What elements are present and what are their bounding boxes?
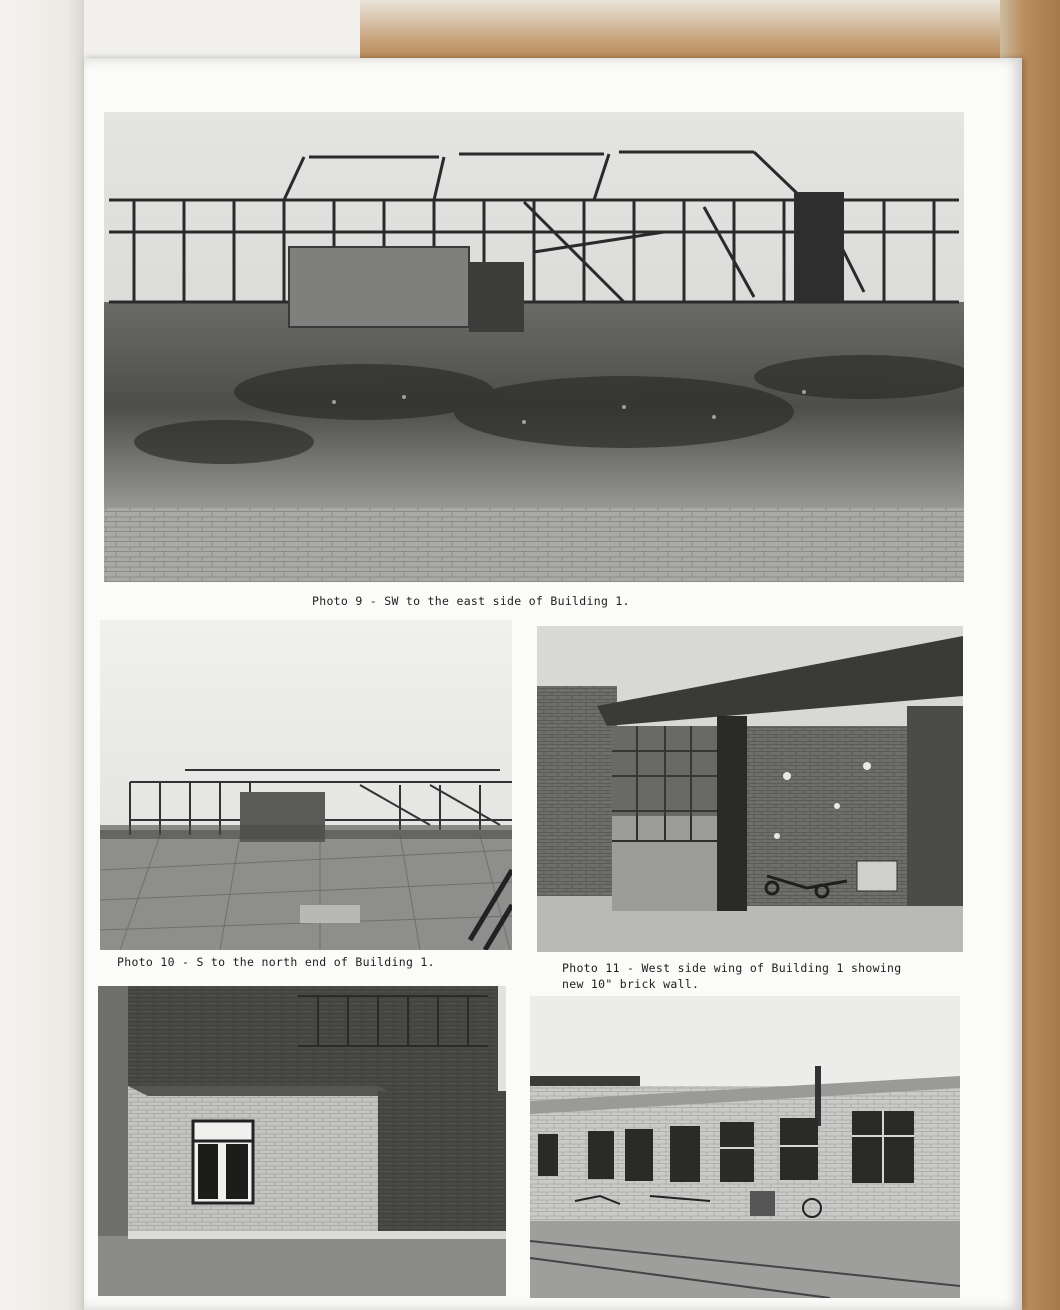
photo-10	[100, 620, 512, 950]
photo-11-image	[537, 626, 963, 952]
photo-9-image	[104, 112, 964, 582]
photo-13	[530, 996, 960, 1298]
photo-12	[98, 986, 506, 1296]
facing-page	[0, 0, 84, 1310]
photo-13-image	[530, 996, 960, 1298]
photo-11	[537, 626, 963, 952]
photo-9-caption: Photo 9 - SW to the east side of Building 1.	[312, 594, 630, 608]
photo-11-caption-line-1: Photo 11 - West side wing of Building 1 showing	[562, 961, 902, 975]
photo-10-image	[100, 620, 512, 950]
photo-12-image	[98, 986, 506, 1296]
book-cover-top	[360, 0, 1060, 58]
photo-10-caption: Photo 10 - S to the north end of Building 1.	[117, 955, 435, 969]
photo-9	[104, 112, 964, 582]
photo-11-caption-line-2: new 10" brick wall.	[562, 977, 700, 991]
